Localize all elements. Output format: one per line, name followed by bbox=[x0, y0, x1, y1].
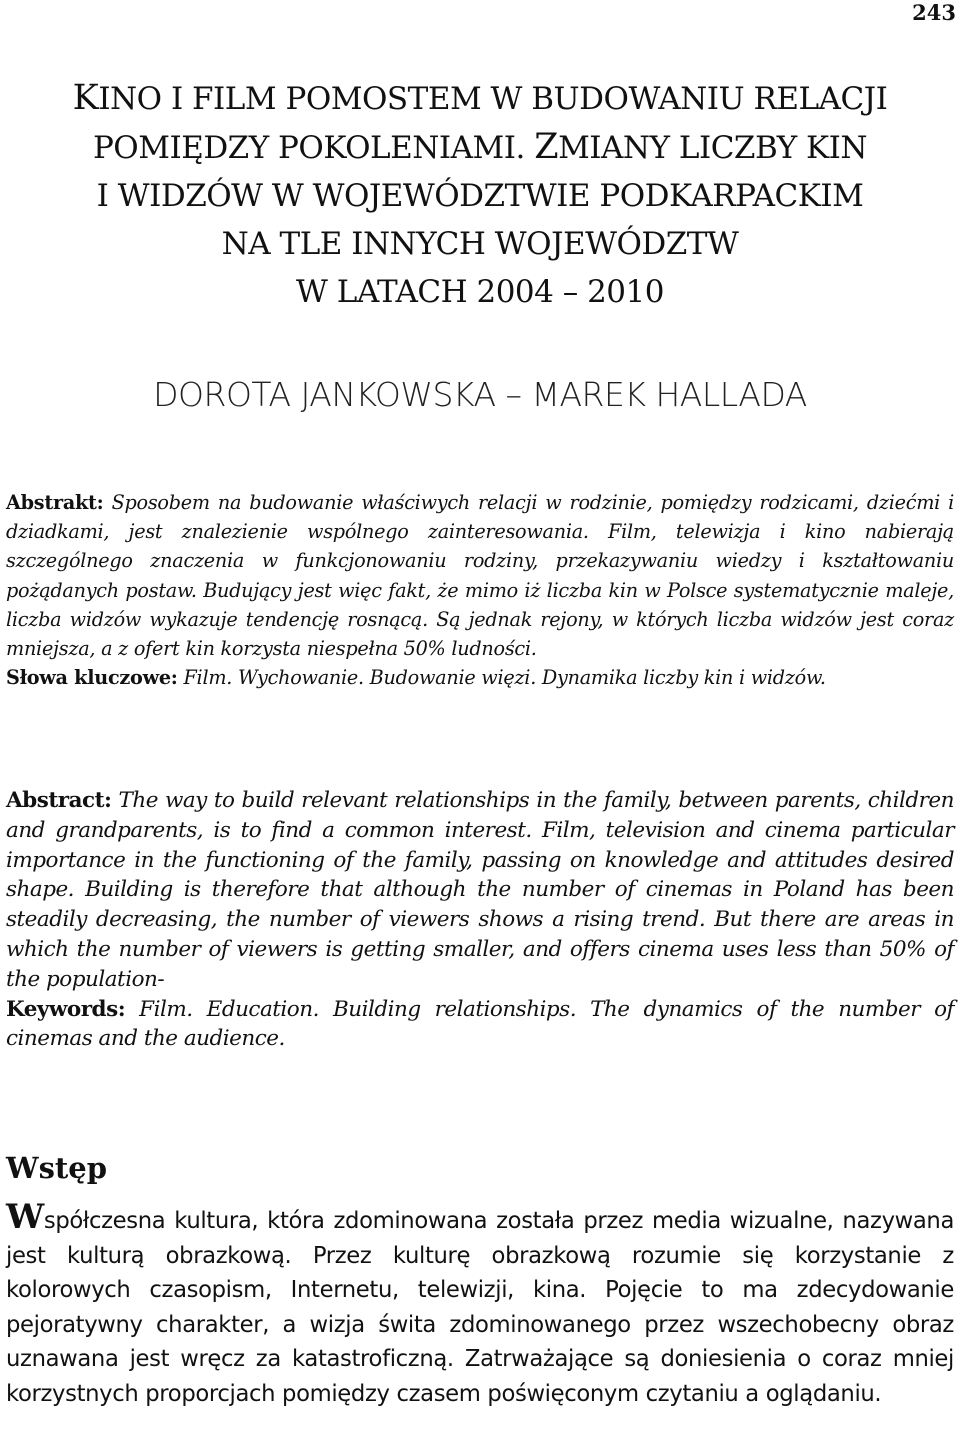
title-line-1-text: INO I FILM POMOSTEM W BUDOWANIU RELACJI bbox=[98, 81, 888, 117]
title-line-3: I WIDZÓW W WOJEWÓDZTWIE PODKARPACKIM bbox=[96, 178, 864, 214]
title-line-1 bbox=[0, 74, 960, 123]
title-line-5: W LATACH 2004 – 2010 bbox=[296, 274, 664, 310]
abstract-pl-text: Sposobem na budowanie właściwych relacji w rodzinie, pomiędzy rodzicami, dziećmi i dziadkami, jest znalezienie wspólnego zainteresowania. Film, telewizja i kino nabierają szczególnego znaczenia w funkcjonowaniu rodziny, przekazywaniu wiedzy i kształtowaniu pożądanych postaw. Budujący jest więc fakt, że mimo iż liczba kin w Polsce systematycznie maleje, liczba widzów wykazuje tendencję rosnącą. Są jednak rejony, w których liczba widzów jest coraz mniejsza, a z ofert kin korzysta niespełna 50% ludności. bbox=[6, 491, 954, 661]
keywords-pl-label: Słowa kluczowe: bbox=[6, 666, 178, 690]
title-line-2-tail: MIANY LICZBY KIN bbox=[558, 130, 868, 166]
body-paragraph-text: spółczesna kultura, która zdominowana została przez media wizualne, nazywana jest kulturą obrazkową. Przez kulturę obrazkową rozumie się korzystanie z kolorowych czasopism, Internetu, telewizji, kina. Pojęcie to ma zdecydowanie pejoratywny charakter, a wizja świta zdominowanego przez wszechobecny obraz uznawana jest wręcz za katastroficzną. Zatrważające są doniesienia o coraz mniej korzystnych proporcjach pomiędzy czasem poświęconym czytaniu a oglądaniu. bbox=[6, 1208, 954, 1407]
title-initial-k: K bbox=[72, 78, 99, 118]
keywords-pl-text: Film. Wychowanie. Budowanie więzi. Dynamika liczby kin i widzów. bbox=[177, 666, 826, 690]
authors: DOROTA JANKOWSKA – MAREK HALLADA bbox=[153, 375, 807, 414]
title-line-4: NA TLE INNYCH WOJEWÓDZTW bbox=[221, 226, 739, 262]
drop-cap: W bbox=[6, 1197, 44, 1237]
section-heading: Wstęp bbox=[6, 1151, 108, 1185]
abstract-english bbox=[6, 786, 954, 1054]
body-paragraph bbox=[6, 1197, 954, 1412]
keywords-en-text: Film. Education. Building relationships. The dynamics of the number of cinemas and the audience. bbox=[6, 996, 954, 1052]
abstract-pl-label: Abstrakt: bbox=[6, 491, 104, 514]
abstract-en-text: The way to build relevant relationships in the family, between parents, children and grandparents, is to find a common interest. Film, television and cinema particular importance in the functioning of the family, passing on knowledge and attitudes desired shape. Building is therefore that although the number of cinemas in Poland has been steadily decreasing, the number of viewers shows a rising trend. But there are areas in which the number of viewers is getting smaller, and offers cinema uses less than 50% of the population- bbox=[6, 788, 954, 992]
title-initial-z: Z bbox=[534, 127, 559, 167]
abstract-en-label: Abstract: bbox=[6, 788, 112, 813]
article-title bbox=[0, 74, 960, 316]
title-line-2-text: POMIĘDZY POKOLENIAMI. bbox=[92, 130, 535, 166]
page-number: 243 bbox=[912, 0, 956, 25]
abstract-polish bbox=[6, 488, 954, 692]
keywords-en-label: Keywords: bbox=[6, 996, 126, 1022]
title-line-2 bbox=[0, 123, 960, 172]
